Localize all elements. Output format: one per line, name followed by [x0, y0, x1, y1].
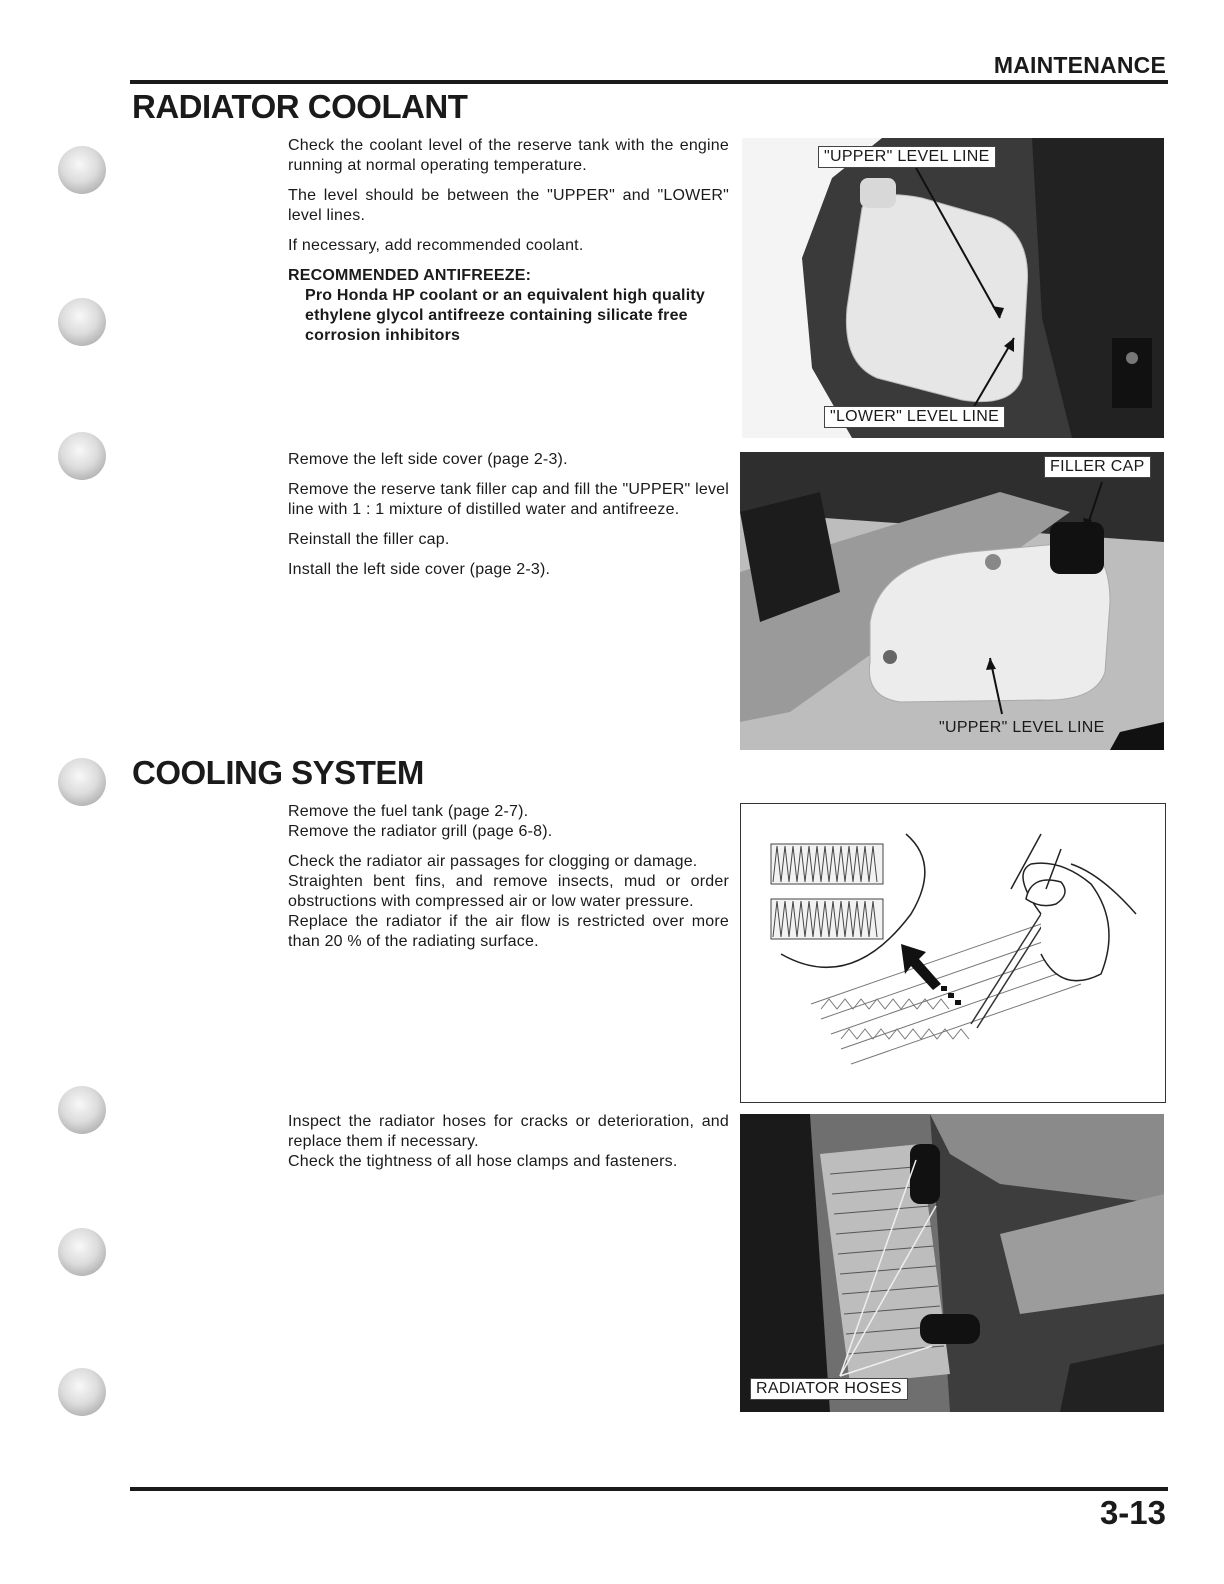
coolant-fill-text — [288, 450, 729, 590]
section-title-cooling-system: COOLING SYSTEM — [132, 754, 424, 791]
coolant-para-1: Check the coolant level of the reserve tank with the engine running at normal operating temperature. — [288, 137, 729, 174]
reserve-tank-level-photo — [742, 138, 1164, 438]
recommended-antifreeze-text: Pro Honda HP coolant or an equivalent high quality ethylene glycol antifreeze containing silicate free corrosion inhibitors — [305, 287, 705, 344]
radiator-fin-illustration-frame — [740, 803, 1166, 1103]
binder-hole-7 — [58, 1368, 106, 1416]
upper-level-line-label: "UPPER" LEVEL LINE — [818, 146, 996, 168]
lower-level-line-label: "LOWER" LEVEL LINE — [824, 406, 1005, 428]
fill-step-4: Install the left side cover (page 2-3). — [288, 561, 551, 578]
fill-step-1: Remove the left side cover (page 2-3). — [288, 451, 568, 468]
fill-step-2: Remove the reserve tank filler cap and fill the "UPPER" level line with 1 : 1 mixture of distilled water and antifreeze. — [288, 481, 729, 518]
filler-cap-illustration — [740, 452, 1164, 750]
hose-inspection-text — [288, 1112, 729, 1172]
reserve-tank-level-illustration — [742, 138, 1164, 438]
binder-hole-3 — [58, 432, 106, 480]
upper-level-line-label-2: "UPPER" LEVEL LINE — [939, 719, 1105, 736]
header-rule — [130, 80, 1168, 84]
binder-hole-4 — [58, 758, 106, 806]
radiator-fin-illustration — [741, 804, 1165, 1102]
filler-cap-photo — [740, 452, 1164, 750]
coolant-check-text — [288, 136, 729, 356]
cooling-straighten-fins: Straighten bent fins, and remove insects, mud or order obstructions with compressed air or low water pressure. — [288, 873, 729, 910]
binder-hole-1 — [58, 146, 106, 194]
coolant-para-2: The level should be between the "UPPER" and "LOWER" level lines. — [288, 187, 729, 224]
binder-hole-6 — [58, 1228, 106, 1276]
cooling-step-remove-grill: Remove the radiator grill (page 6-8). — [288, 823, 553, 840]
binder-hole-5 — [58, 1086, 106, 1134]
radiator-hoses-photo — [740, 1114, 1164, 1412]
binder-hole-2 — [58, 298, 106, 346]
section-title-radiator-coolant: RADIATOR COOLANT — [132, 88, 468, 125]
recommended-antifreeze-heading: RECOMMENDED ANTIFREEZE: — [288, 267, 532, 284]
cooling-prep-text — [288, 802, 729, 952]
hose-inspect: Inspect the radiator hoses for cracks or deterioration, and replace them if necessary. — [288, 1113, 729, 1150]
footer-rule — [130, 1487, 1168, 1491]
cooling-replace-radiator: Replace the radiator if the air flow is restricted over more than 20 % of the radiating surface. — [288, 913, 729, 950]
page-number: 3-13 — [1099, 1494, 1166, 1531]
cooling-check-passages: Check the radiator air passages for clogging or damage. — [288, 853, 698, 870]
cooling-step-remove-fuel-tank: Remove the fuel tank (page 2-7). — [288, 803, 529, 820]
fill-step-3: Reinstall the filler cap. — [288, 531, 450, 548]
radiator-hoses-label: RADIATOR HOSES — [750, 1378, 908, 1400]
hose-clamp-check: Check the tightness of all hose clamps and fasteners. — [288, 1153, 678, 1170]
filler-cap-label: FILLER CAP — [1044, 456, 1151, 478]
header-section-name: MAINTENANCE — [993, 52, 1166, 78]
radiator-hoses-illustration — [740, 1114, 1164, 1412]
coolant-para-3: If necessary, add recommended coolant. — [288, 237, 584, 254]
